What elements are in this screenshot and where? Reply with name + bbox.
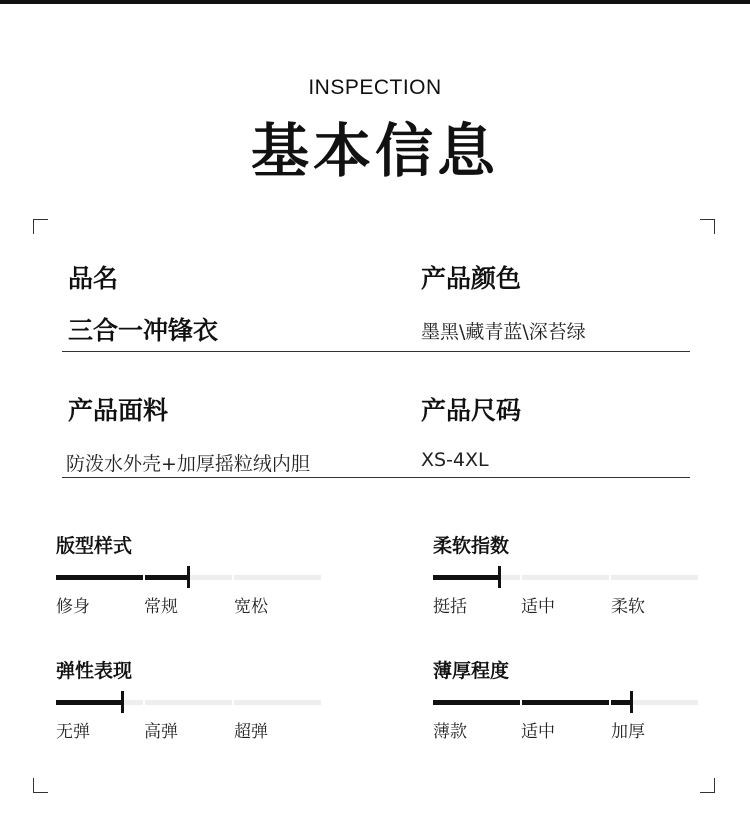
scale-title: 柔软指数 [433, 535, 510, 557]
scale-tick-label: 高弹 [144, 722, 178, 742]
product-size-value: XS-4XL [421, 449, 489, 471]
scale-title: 薄厚程度 [433, 660, 510, 682]
scale-segment [433, 700, 520, 705]
divider-row-1 [62, 351, 690, 352]
scale-segment [234, 700, 321, 705]
scale-softness [433, 531, 703, 617]
divider-row-2 [62, 477, 690, 478]
scale-segment [611, 575, 698, 580]
product-color-label: 产品颜色 [421, 264, 522, 293]
scale-tick-label: 挺括 [433, 597, 467, 617]
scale-tick-label: 薄款 [433, 722, 467, 742]
scale-tick-label: 常规 [144, 597, 178, 617]
scale-fit-style [56, 531, 326, 617]
product-size-label: 产品尺码 [421, 396, 522, 425]
scale-thickness [433, 656, 703, 742]
scale-title: 版型样式 [56, 535, 133, 557]
scale-segment [145, 700, 232, 705]
scale-segment [611, 700, 698, 705]
scale-tick-label: 加厚 [611, 722, 645, 742]
scale-segment [234, 575, 321, 580]
scale-segment [56, 575, 143, 580]
corner-bracket-bottom-right [700, 778, 715, 793]
scale-marker [187, 566, 190, 588]
scale-marker [498, 566, 501, 588]
product-color-value: 墨黑\藏青蓝\深苔绿 [421, 321, 586, 343]
scale-tick-label: 超弹 [234, 722, 268, 742]
product-fabric-label: 产品面料 [68, 396, 169, 425]
section-title: 基本信息 [250, 117, 499, 185]
scale-marker [630, 691, 633, 713]
scale-title: 弹性表现 [56, 660, 133, 682]
scale-tick-label: 无弹 [56, 722, 90, 742]
product-name-value: 三合一冲锋衣 [68, 316, 219, 345]
scale-segment [56, 700, 143, 705]
product-name-label: 品名 [68, 264, 119, 293]
corner-bracket-top-right [700, 219, 715, 234]
scale-elasticity [56, 656, 326, 742]
section-subtitle: INSPECTION [308, 76, 442, 99]
scale-segment [433, 575, 520, 580]
scale-tick-label: 宽松 [234, 597, 268, 617]
corner-bracket-top-left [33, 219, 48, 234]
scale-marker [121, 691, 124, 713]
top-border [0, 0, 750, 4]
scale-tick-label: 修身 [56, 597, 90, 617]
scale-segment [522, 700, 609, 705]
scale-tick-label: 柔软 [611, 597, 645, 617]
scale-segment [522, 575, 609, 580]
corner-bracket-bottom-left [33, 778, 48, 793]
product-fabric-value: 防泼水外壳+加厚摇粒绒内胆 [66, 453, 310, 475]
scale-tick-label: 适中 [521, 722, 555, 742]
scale-tick-label: 适中 [521, 597, 555, 617]
